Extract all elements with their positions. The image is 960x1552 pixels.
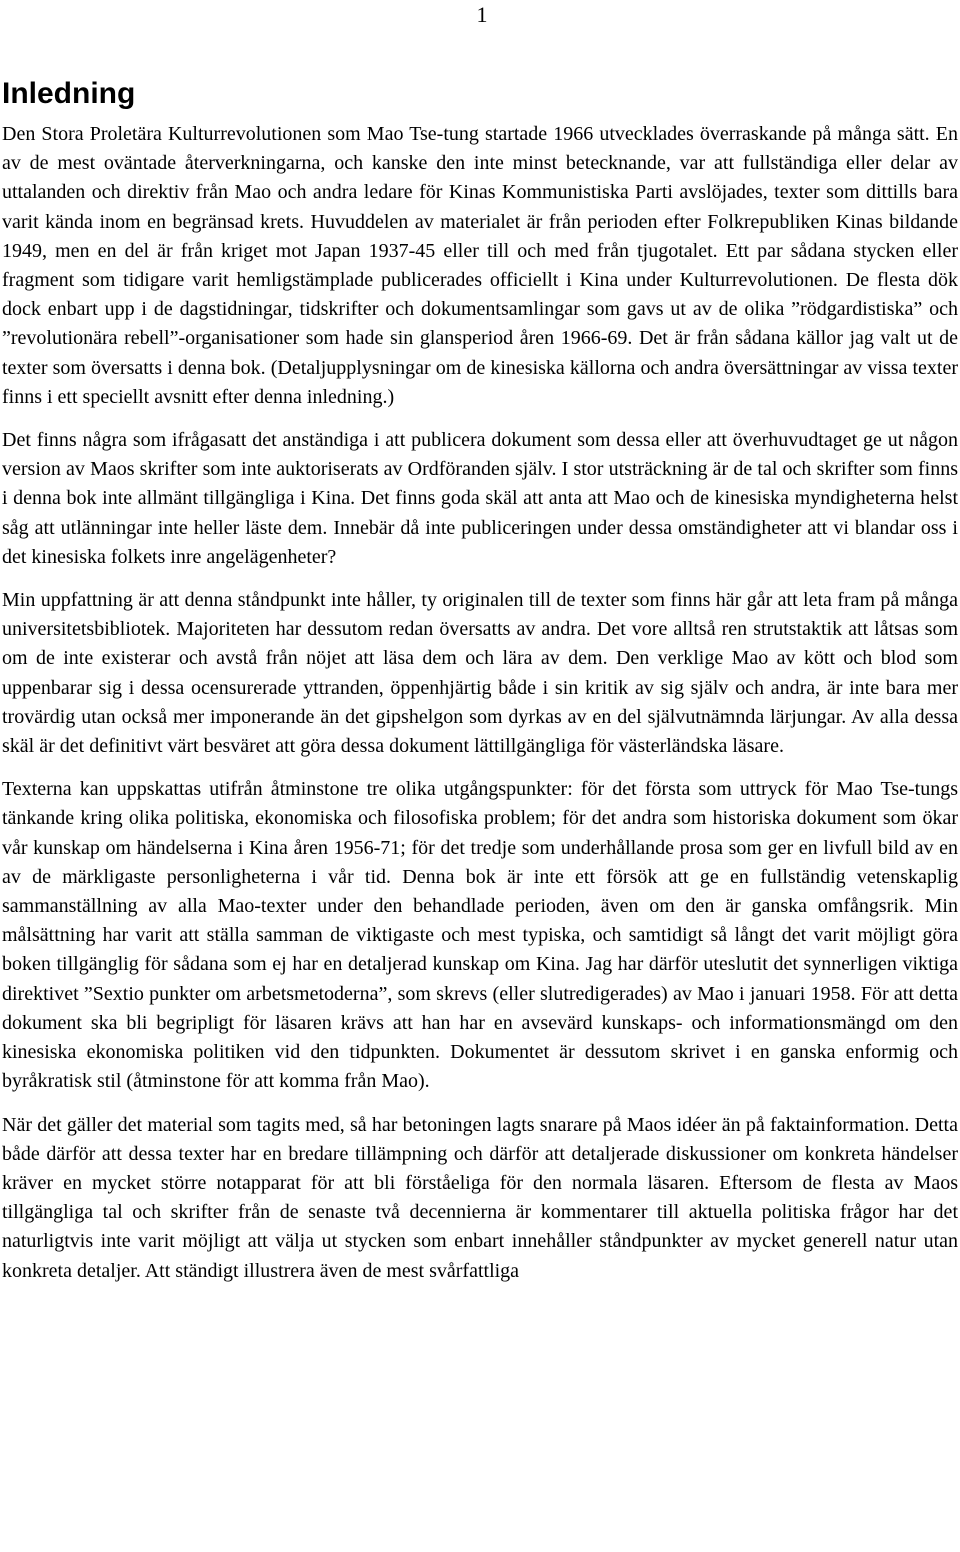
paragraph: Det finns några som ifrågasatt det anständiga i att publicera dokument som dessa eller att överhuvudtaget ge ut någon version av Maos skrifter som inte auktoriserats av Ordföranden själv. I stor utsträckning är de tal och skrifter som finns i denna bok inte allmänt tillgängliga i Kina. Det finns goda skäl att anta att Mao och de kinesiska myndigheterna helst såg att utlänningar inte heller läste dem. Innebär då inte publiceringen under dessa omständigheter att vi blandar oss i det kinesiska folkets inre angelägenheter? [2, 429, 958, 568]
page-number: 1 [476, 2, 488, 27]
section-heading: Inledning [2, 77, 136, 110]
paragraph: När det gäller det material som tagits med, så har betoningen lagts snarare på Maos idéer än på faktainformation. Detta både därför att dessa texter har en bredare tillämpning och därför att detaljerade diskussioner om konkreta händelser kräver en mycket större notapparat för att bli förståeliga för den normala läsaren. Eftersom de flesta av Maos tillgängliga tal och skrifter från de senaste två decennierna är kommentarer till aktuella politiska frågor har det naturligtvis inte varit möjligt att välja ut stycken som enbart innehåller ståndpunkter av mycket generell natur utan konkreta detaljer. Att ständigt illustrera även de mest svårfattliga [2, 1113, 958, 1282]
paragraph: Den Stora Proletära Kulturrevolutionen som Mao Tse-tung startade 1966 utvecklades överraskande på många sätt. En av de mest oväntade återverkningarna, och kanske den inte minst betecknande, var att fullständiga eller delar av uttalanden och direktiv från Mao och andra ledare för Kinas Kommunistiska Parti avslöjades, texter som dittills bara varit kända inom en begränsad krets. Huvuddelen av materialet är från perioden efter Folkrepubliken Kinas bildande 1949, men en del är från kriget mot Japan 1937-45 eller till och med från tjugotalet. Ett par sådana stycken eller fragment som tidigare varit hemligstämplade publicerades officiellt i Kina under Kulturrevolutionen. De flesta dök dock enbart upp i de dagstidningar, tidskrifter och dokumentsamlingar som gavs ut av de olika ”rödgardistiska” och ”revolutionära rebell”-organisationer som hade sin glansperiod åren 1966-69. Det är från sådana källor jag valt ut de texter som översatts i denna bok. (Detaljupplysningar om de kinesiska källorna och andra översättningar av vissa texter finns i ett speciellt avsnitt efter denna inledning.) [2, 123, 958, 408]
paragraph: Min uppfattning är att denna ståndpunkt inte håller, ty originalen till de texter som finns här går att leta fram på många universitetsbibliotek. Majoriteten har dessutom redan översatts av andra. Det vore alltså ren strutstaktik att låtsas som om de inte existerar och avstå från nöjet att läsa dem och lära av dem. Den verklige Mao av kött och blod som uppenbarar sig i dessa ocensurerade yttranden, öppenhjärtig både i sin kritik av sig själv och andra, är inte bara mer trovärdig utan också mer imponerande än det gipshelgon som dyrkas av en del självutnämnda lärjungar. Av alla dessa skäl är det definitivt värt besväret att göra dessa dokument lättillgängliga för västerländska läsare. [2, 589, 958, 758]
body-text [2, 120, 958, 1300]
paragraph: Texterna kan uppskattas utifrån åtminstone tre olika utgångspunkter: för det första som uttryck för Mao Tse-tungs tänkande kring olika politiska, ekonomiska och filosofiska problem; för det andra som historiska dokument som ökar vår kunskap om händelserna i Kina åren 1956-71; för det tredje som underhållande prosa som ger en livfull bild av en av de märkligaste personligheterna i vår tid. Denna bok är inte ett försök att ge en fullständig vetenskaplig sammanställning av alla Mao-texter under den behandlade perioden, även om den är ganska omfångsrik. Min målsättning har varit att ställa samman de viktigaste och mest typiska, och samtidigt så långt det varit möjligt göra boken tillgänglig för sådana som ej har en detaljerad kunskap om Kina. Jag har därför uteslutit det synnerligen viktiga direktivet ”Sextio punkter om arbetsmetoderna”, som skrevs (eller slutredigerades) av Mao i januari 1958. För att detta dokument ska bli begripligt för läsaren krävs att han har en avsevärd kunskaps- och informationsmängd om den kinesiska ekonomiska politiken vid den tidpunkten. Dokumentet är dessutom skrivet i en ganska enformig och byråkratisk stil (åtminstone för att komma från Mao). [2, 778, 958, 1093]
